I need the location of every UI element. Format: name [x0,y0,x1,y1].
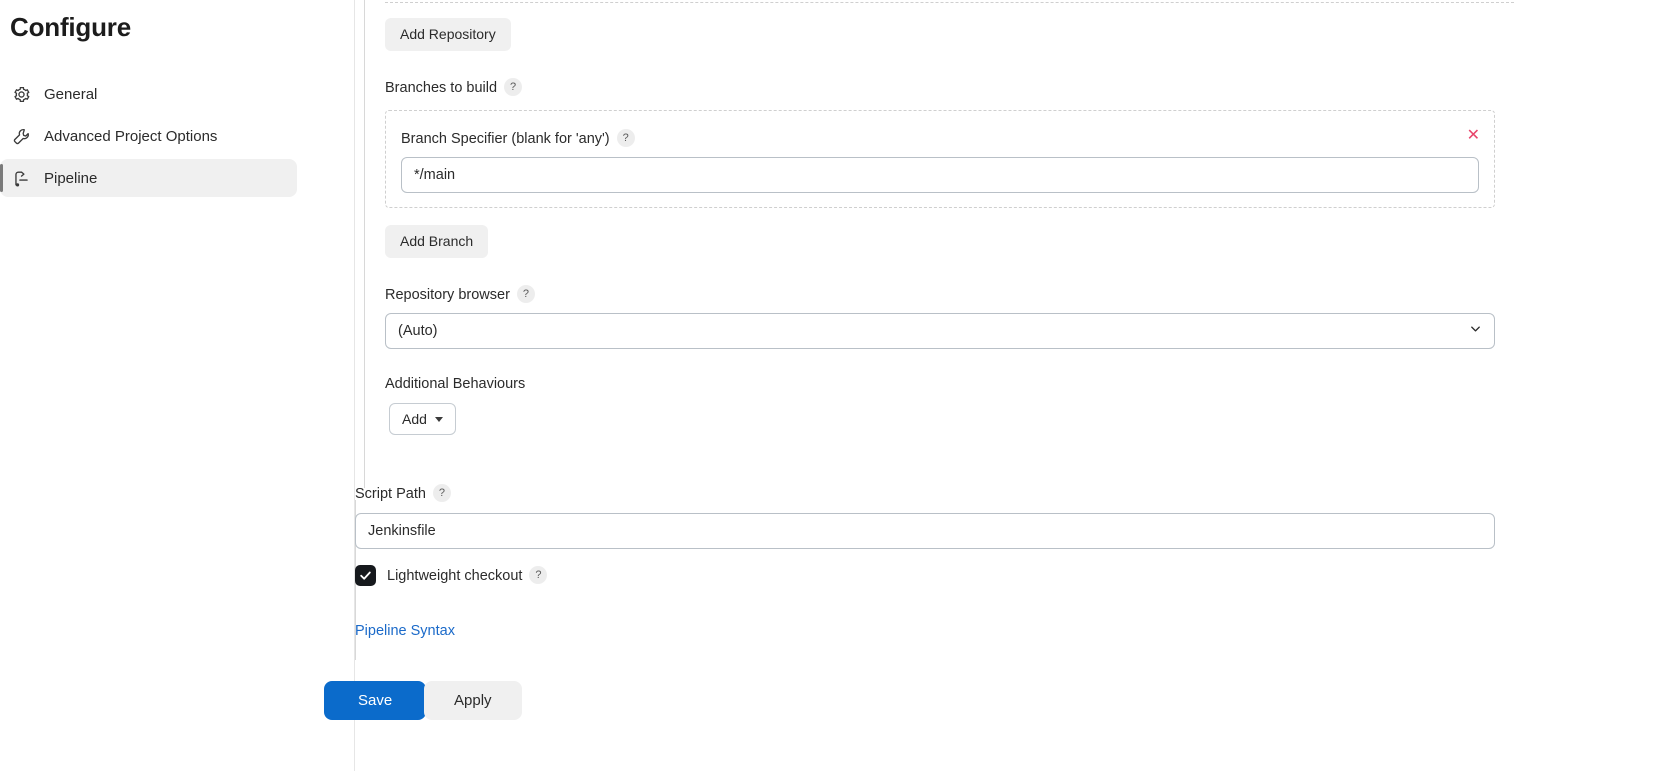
repository-block-top-divider [385,2,1514,3]
pipeline-syntax-link[interactable]: Pipeline Syntax [355,623,455,639]
page-title: Configure [10,12,131,42]
additional-behaviours-label: Additional Behaviours [385,376,526,392]
main-content [355,0,1673,771]
lightweight-checkout-label: Lightweight checkout [387,567,523,584]
sidebar-item-pipeline[interactable] [0,159,297,197]
repository-browser-label [385,286,535,304]
add-repository-button[interactable]: Add Repository [385,18,511,51]
help-icon[interactable]: ? [433,484,451,502]
wrench-icon [10,125,32,147]
script-path-text: Script Path [355,486,426,502]
additional-behaviours-add-button[interactable] [389,403,456,435]
save-button[interactable]: Save [324,681,426,720]
branches-to-build-label [385,79,522,97]
branch-specifier-text: Branch Specifier (blank for 'any') [401,131,610,147]
branch-specifier-input[interactable] [401,157,1479,193]
help-icon[interactable]: ? [504,78,522,96]
sidebar-item-label: General [44,85,98,103]
additional-behaviours-add-label: Add [402,411,427,427]
sidebar-nav [0,75,354,197]
branch-specifier-label [401,130,635,148]
sidebar-item-advanced-project-options[interactable] [0,117,297,155]
branches-to-build-text: Branches to build [385,80,498,96]
branch-specifier-group [385,110,1495,208]
remove-branch-icon[interactable]: ✕ [1466,127,1480,144]
help-icon[interactable]: ? [529,566,547,584]
sidebar-item-label: Advanced Project Options [44,127,218,145]
sidebar [0,0,355,771]
lightweight-checkout-row [355,565,547,586]
gear-icon [10,83,32,105]
add-branch-button[interactable]: Add Branch [385,225,488,258]
sidebar-item-label: Pipeline [44,169,98,187]
scm-section-rail [364,0,365,488]
help-icon[interactable]: ? [517,285,535,303]
sidebar-item-general[interactable] [0,75,297,113]
pipeline-icon [10,167,32,189]
apply-button[interactable]: Apply [424,681,522,720]
repository-browser-select[interactable] [385,313,1495,349]
script-path-input[interactable] [355,513,1495,549]
caret-down-icon [435,417,443,422]
lightweight-checkout-checkbox[interactable] [355,565,376,586]
repository-browser-select-value[interactable]: (Auto) [385,313,1495,349]
help-icon[interactable]: ? [617,129,635,147]
script-path-label [355,485,451,503]
repository-browser-text: Repository browser [385,287,510,303]
